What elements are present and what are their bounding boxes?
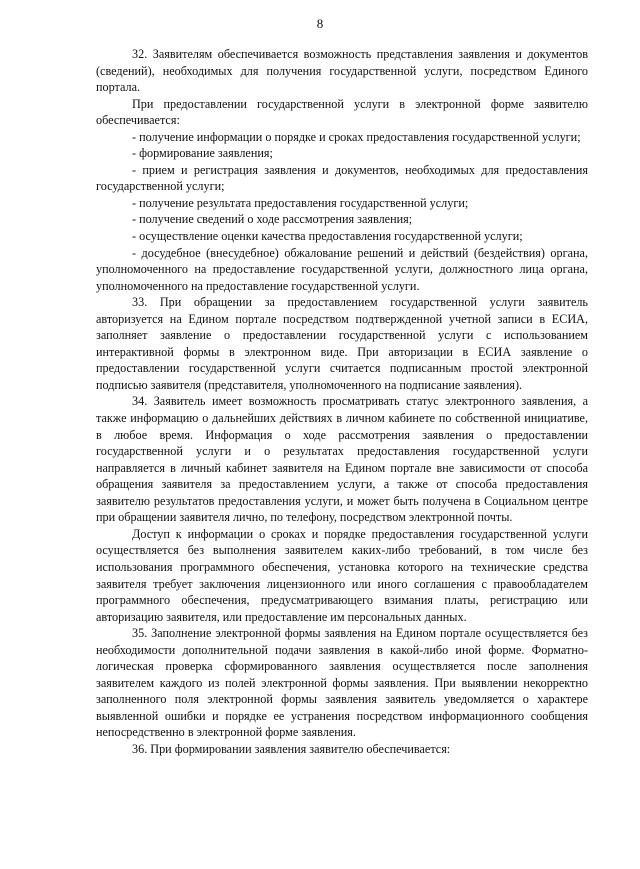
paragraph-access-info: Доступ к информации о сроках и порядке предоставления государственной услуги осуществляется без выполнения заявителем каких-либо требований, в том числе без использования программного обеспечения, установка которого на технические средства заявителя требует заключения лицензионного или иного соглашения с правообладателем программного обеспечения, предусматривающего взимания платы, регистрацию или авторизацию заявителя, или предоставление им персональных данных. xyxy=(96,526,588,624)
paragraph-34: 34. Заявитель имеет возможность просматривать статус электронного заявления, а также информацию о дальнейших действиях в личном кабинете по собственной инициативе, в любое время. Информация о ходе рассмотрения заявления о предоставлении государственной услуги и о результатах предоставления государственной услуги направляется в личный кабинет заявителя на Едином портале вне зависимости от способа обращения заявителя за предоставлением услуги, а также от способа предоставления заявителю результатов предоставления услуги, и может быть получена в Социальном центре при обращении заявителя лично, по телефону, посредством электронной почты. xyxy=(96,394,588,525)
paragraph-33: 33. При обращении за предоставлением государственной услуги заявитель авторизуется на Едином портале посредством подтвержденной учетной записи в ЕСИА, заполняет заявление о предоставлении государственной услуги с использованием интерактивной формы в электронном виде. При авторизации в ЕСИА заявление о предоставлении государственной услуги считается подписанным простой электронной подписью заявителя (представителя, уполномоченного на подписание заявления). xyxy=(96,295,588,392)
page-number: 8 xyxy=(316,16,324,31)
document-body xyxy=(96,46,588,758)
paragraph-electronic-form-intro: При предоставлении государственной услуги в электронной форме заявителю обеспечивается: xyxy=(96,96,588,128)
paragraph-35: 35. Заполнение электронной формы заявления на Едином портале осуществляется без необходимости дополнительной подачи заявления в какой-либо иной форме. Форматно-логическая проверка сформированного заявления осуществляется после заполнения заявителем каждого из полей электронной формы заявления. При выявлении некорректно заполненного поля электронной формы заявления заявитель уведомляется о характере выявленной ошибки и порядке ее устранения посредством информационного сообщения непосредственно в электронной форме заявления. xyxy=(96,626,588,740)
list-item: - получение информации о порядке и сроках предоставления государственной услуги; xyxy=(132,129,581,144)
list-item: - получение результата предоставления государственной услуги; xyxy=(132,195,469,210)
list-item: - прием и регистрация заявления и документов, необходимых для предоставления государственной услуги; xyxy=(96,162,588,194)
list-item: - получение сведений о ходе рассмотрения заявления; xyxy=(132,212,413,227)
paragraph-32: 32. Заявителям обеспечивается возможность представления заявления и документов (сведений), необходимых для получения государственной услуги, посредством Единого портала. xyxy=(96,47,588,95)
paragraph-36: 36. При формировании заявления заявителю обеспечивается: xyxy=(132,741,451,756)
list-item: - формирование заявления; xyxy=(132,146,273,161)
list-item: - досудебное (внесудебное) обжалование решений и действий (бездействия) органа, уполномоченного на предоставление государственной услуги, должностного лица органа, уполномоченного на предоставление государственной услуги. xyxy=(96,245,588,293)
list-item: - осуществление оценки качества предоставления государственной услуги; xyxy=(132,229,523,244)
